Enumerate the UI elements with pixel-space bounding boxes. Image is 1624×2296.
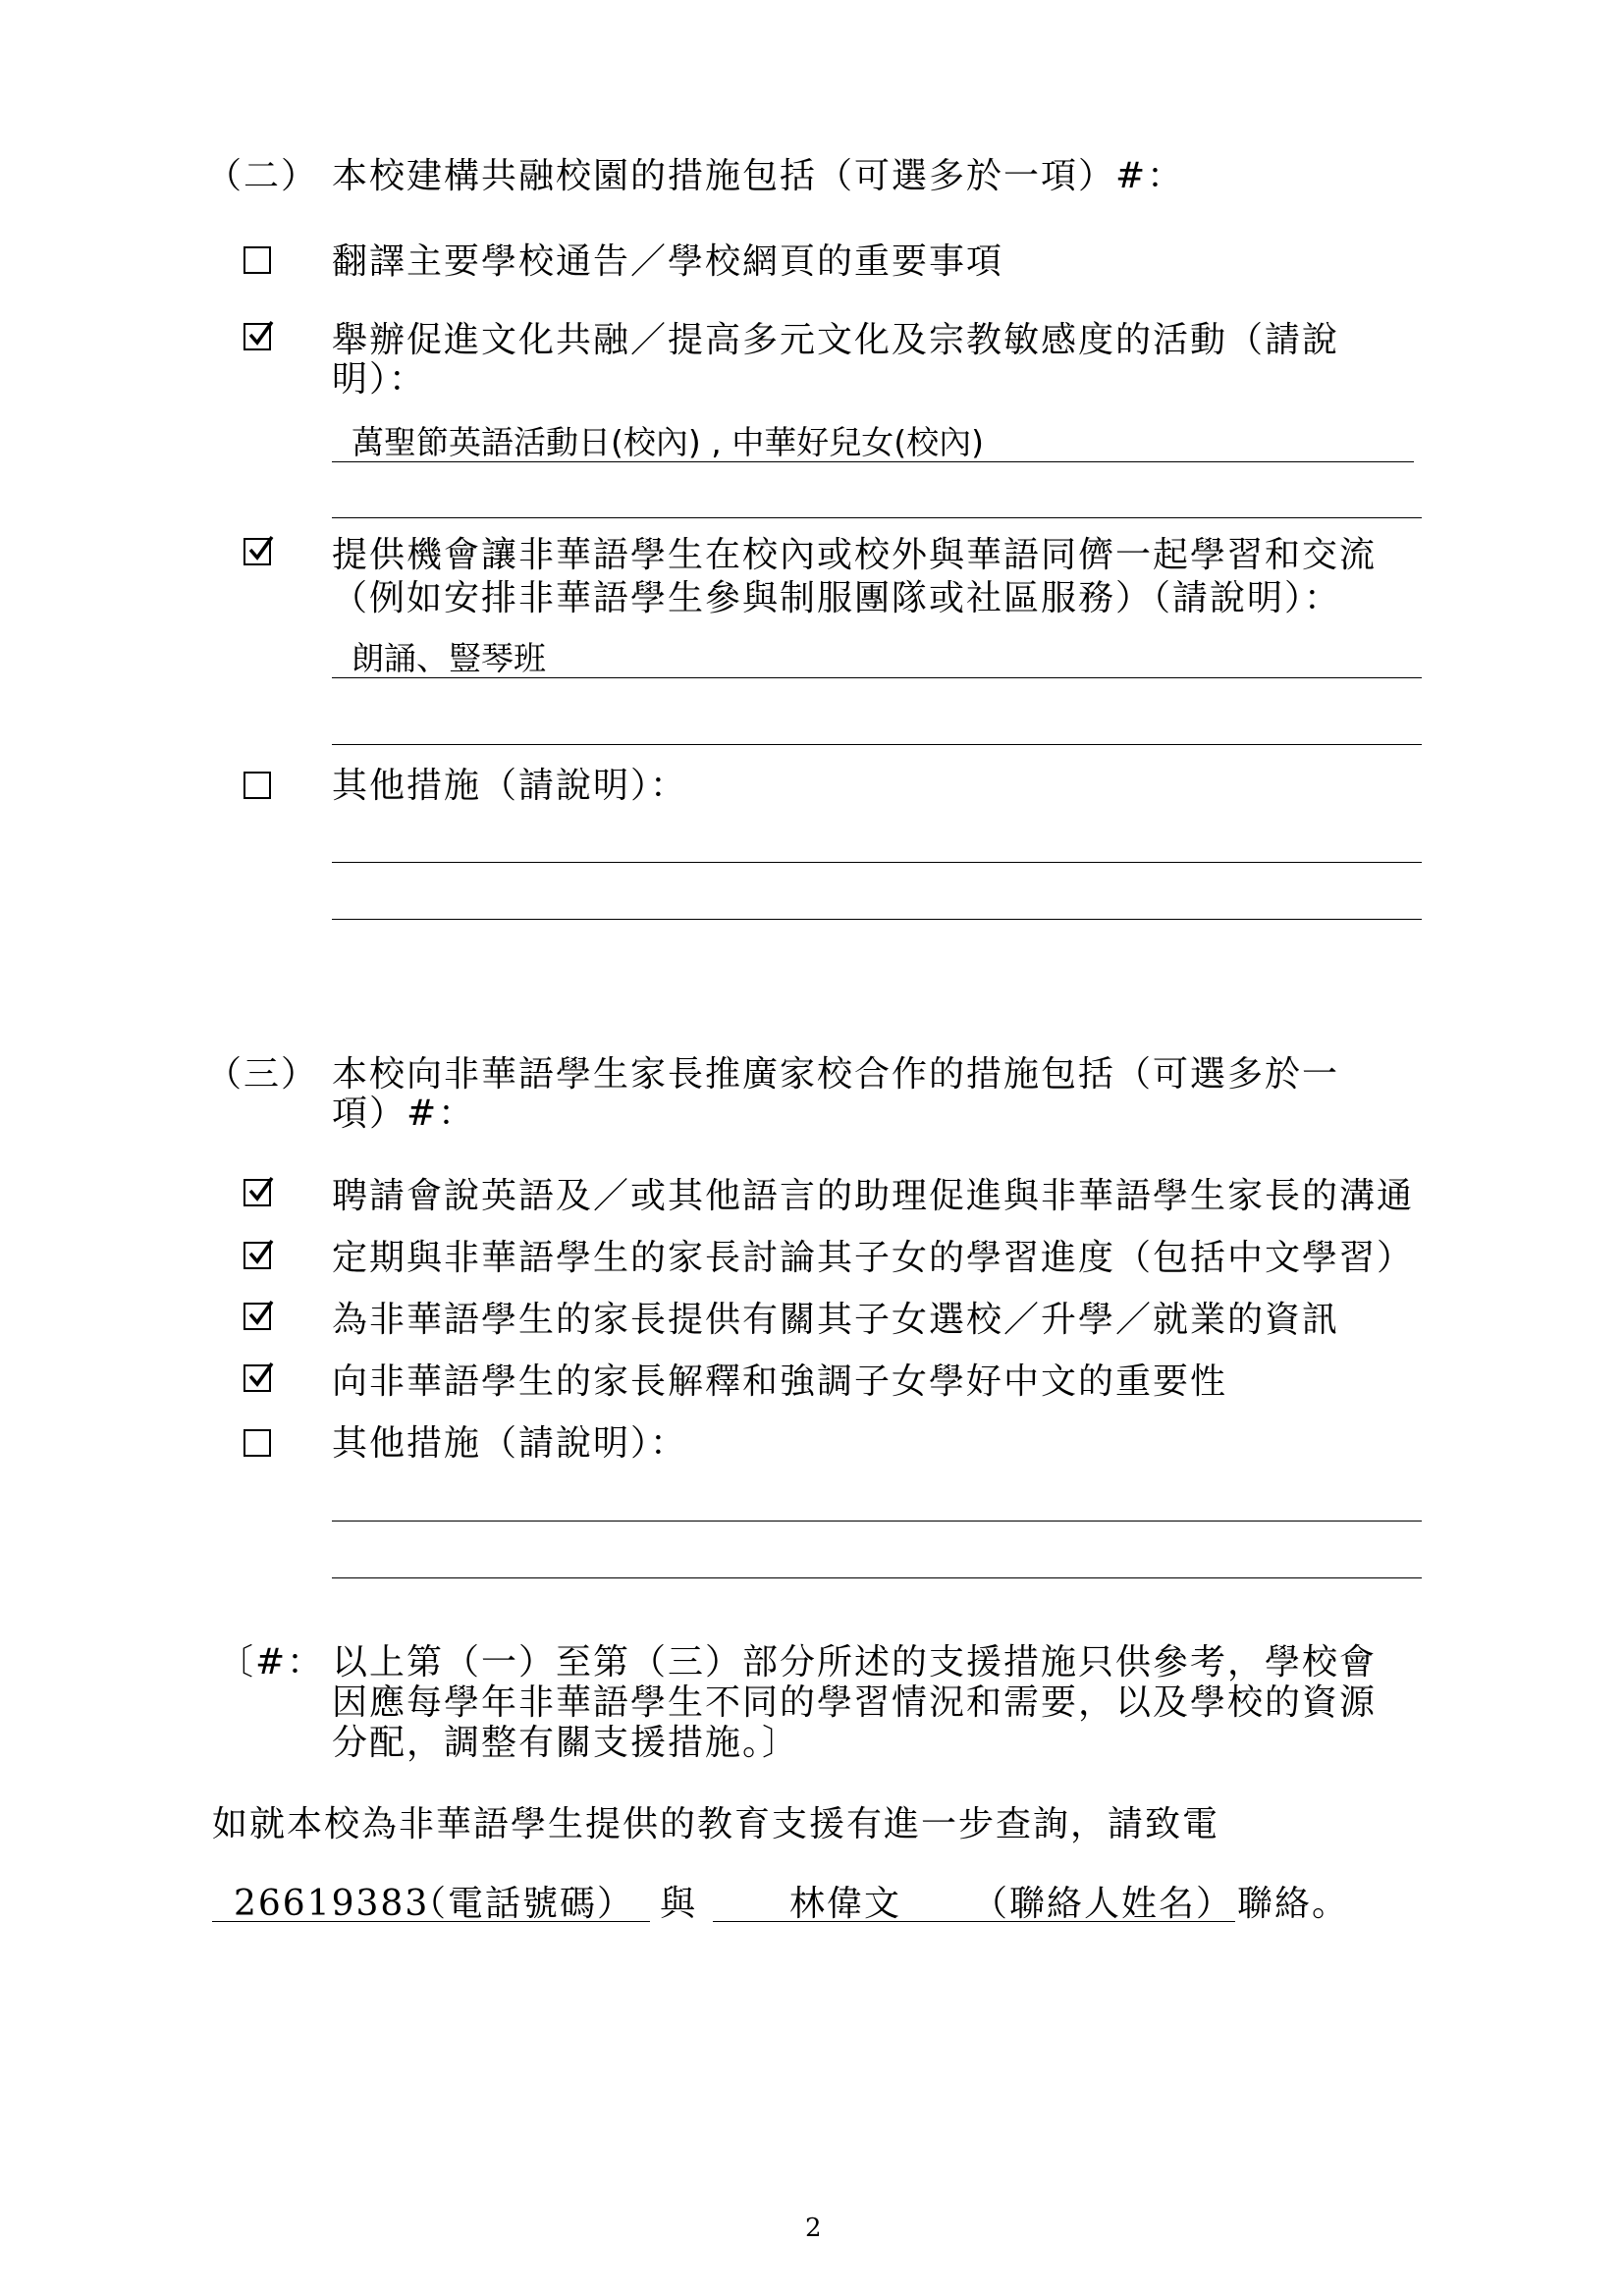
page-number: 2 — [805, 2214, 822, 2243]
note-prefix: 〔#： — [218, 1642, 325, 1682]
answer-underline — [332, 744, 1422, 745]
item-chinese-importance-label: 向非華語學生的家長解釋和強調子女學好中文的重要性 — [332, 1362, 1228, 1402]
answer-underline — [332, 919, 1422, 920]
checkmark-icon — [245, 536, 275, 565]
checkbox-cultural-activities[interactable] — [244, 323, 271, 350]
phone-underline — [212, 1921, 650, 1922]
answer-underline — [332, 517, 1422, 518]
item-peer-learning-label-1: 提供機會讓非華語學生在校內或校外與華語同儕一起學習和交流 — [332, 535, 1378, 575]
item-language-assistant-label: 聘請會說英語及／或其他語言的助理促進與非華語學生家長的溝通 — [332, 1176, 1415, 1216]
answer-underline — [332, 1577, 1422, 1578]
peer-learning-answer[interactable]: 朗誦、豎琴班 — [352, 639, 546, 677]
item-other-measures-2-label: 其他措施（請說明）： — [332, 766, 688, 806]
name-underline — [713, 1921, 1235, 1922]
section3-heading-1: 本校向非華語學生家長推廣家校合作的措施包括（可選多於一 — [332, 1054, 1340, 1095]
item-translate-notices-label: 翻譯主要學校通告／學校網頁的重要事項 — [332, 241, 1004, 282]
note-line-3: 分配，調整有關支援措施。〕 — [332, 1723, 800, 1763]
cultural-activities-answer[interactable]: 萬聖節英語活動日(校內) , 中華好兒女(校內) — [352, 423, 984, 461]
contact-intro: 如就本校為非華語學生提供的教育支援有進一步查詢，請致電 — [212, 1804, 1220, 1844]
checkbox-other-measures-3[interactable] — [244, 1429, 271, 1457]
checkmark-icon — [245, 1240, 275, 1269]
answer-underline — [332, 677, 1422, 678]
checkmark-icon — [245, 1301, 275, 1330]
item-school-info-label: 為非華語學生的家長提供有關其子女選校／升學／就業的資訊 — [332, 1300, 1340, 1340]
section2-heading: 本校建構共融校園的措施包括（可選多於一項）#： — [332, 156, 1185, 196]
item-cultural-activities-label-2: 明）： — [332, 359, 427, 400]
item-other-measures-3-label: 其他措施（請說明）： — [332, 1423, 688, 1464]
answer-underline — [332, 1521, 1422, 1522]
contact-suffix: 聯絡。 — [1237, 1884, 1350, 1924]
checkbox-school-info[interactable] — [244, 1303, 271, 1330]
section3-heading-2: 項）#： — [332, 1094, 476, 1134]
checkmark-icon — [245, 1177, 275, 1206]
item-progress-discussion-label: 定期與非華語學生的家長討論其子女的學習進度（包括中文學習） — [332, 1238, 1415, 1278]
contact-phone[interactable]: 26619383 — [234, 1884, 430, 1924]
contact-phone-label: （電話號碼） — [410, 1884, 635, 1924]
checkmark-icon — [245, 321, 275, 350]
checkbox-translate-notices[interactable] — [244, 246, 271, 274]
section3-number: （三） — [206, 1054, 319, 1095]
contact-connector: 與 — [660, 1884, 698, 1924]
note-line-1: 以上第（一）至第（三）部分所述的支援措施只供參考，學校會 — [332, 1642, 1378, 1682]
contact-name-label: （聯絡人姓名） — [972, 1884, 1234, 1924]
checkbox-peer-learning[interactable] — [244, 538, 271, 565]
checkbox-other-measures-2[interactable] — [244, 772, 271, 799]
item-peer-learning-label-2: （例如安排非華語學生參與制服團隊或社區服務）（請說明）： — [332, 578, 1342, 618]
checkbox-progress-discussion[interactable] — [244, 1242, 271, 1269]
checkbox-language-assistant[interactable] — [244, 1179, 271, 1206]
answer-underline — [332, 461, 1414, 462]
checkbox-chinese-importance[interactable] — [244, 1364, 271, 1392]
answer-underline — [332, 862, 1422, 863]
checkmark-icon — [245, 1362, 275, 1392]
item-cultural-activities-label-1: 舉辦促進文化共融／提高多元文化及宗教敏感度的活動（請說 — [332, 320, 1340, 360]
note-line-2: 因應每學年非華語學生不同的學習情況和需要，以及學校的資源 — [332, 1682, 1378, 1723]
contact-name[interactable]: 林偉文 — [789, 1884, 902, 1924]
section2-number: （二） — [206, 156, 319, 196]
